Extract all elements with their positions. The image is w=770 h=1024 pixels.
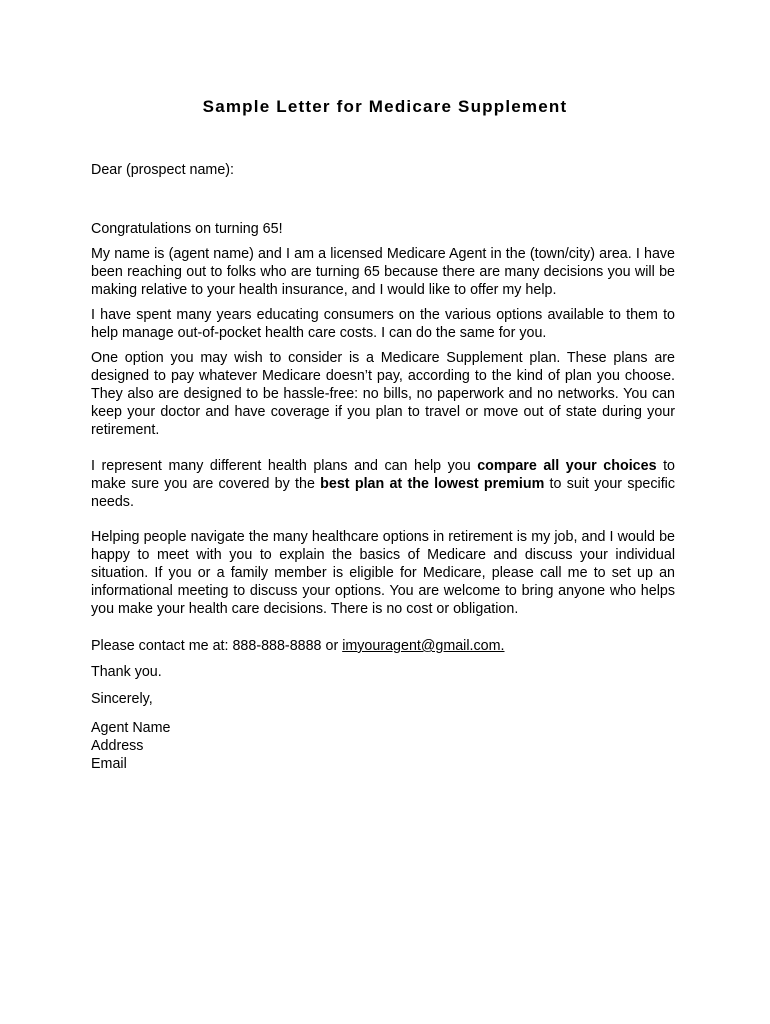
paragraph-medicare-supplement: One option you may wish to consider is a Medicare Supplement plan. These plans are designed to pay whatever Medicare doesn’t pay, according to the kind of plan you choose. They also are designed to be hassle-free: no bills, no paperwork and no networks. You can keep your doctor and have coverage if you plan to travel or move out of state during your retirement. (91, 350, 675, 438)
thank-you-line: Thank you. (91, 664, 162, 680)
signature-block (91, 719, 675, 773)
health-plans-text-1: I represent many different health plans and can help you (91, 458, 478, 474)
health-plans-text-2: to make sure you are covered by the (91, 458, 675, 492)
contact-prefix: Please contact me at: (91, 638, 233, 654)
paragraph-experience: I have spent many years educating consumers on the various options available to them to help manage out-of-pocket health care costs. I can do the same for you. (91, 307, 675, 341)
congratulations-line: Congratulations on turning 65! (91, 221, 283, 237)
paragraph-health-plans (91, 457, 675, 511)
paragraph-introduction: My name is (agent name) and I am a licensed Medicare Agent in the (town/city) area. I have been reaching out to folks who are turning 65 because there are many decisions you will be making relative to your health insurance, and I would like to offer my help. (91, 246, 675, 298)
contact-or: or (321, 638, 343, 654)
signature-name: Agent Name (91, 720, 171, 736)
letter-title: Sample Letter for Medicare Supplement (202, 97, 568, 116)
health-plans-bold-2: best plan at the lowest premium (320, 476, 545, 492)
signature-email: Email (91, 756, 127, 772)
health-plans-text-3: to suit your specific needs. (91, 476, 676, 510)
salutation: Dear (prospect name): (91, 162, 235, 178)
contact-email-link[interactable]: imyouragent@gmail.com. (342, 638, 505, 654)
contact-line (91, 637, 675, 655)
health-plans-bold-1: compare all your choices (477, 458, 657, 474)
paragraph-navigation-help: Helping people navigate the many healthcare options in retirement is my job, and I would be happy to meet with you to explain the basics of Medicare and discuss your individual situation. If you or a family member is eligible for Medicare, please call me to set up an informational meeting to discuss your options. You are welcome to bring anyone who helps you make your health care decisions. There is no cost or obligation. (91, 529, 675, 617)
signature-address: Address (91, 738, 144, 754)
closing-line: Sincerely, (91, 691, 153, 707)
contact-phone: 888-888-8888 (232, 638, 322, 654)
